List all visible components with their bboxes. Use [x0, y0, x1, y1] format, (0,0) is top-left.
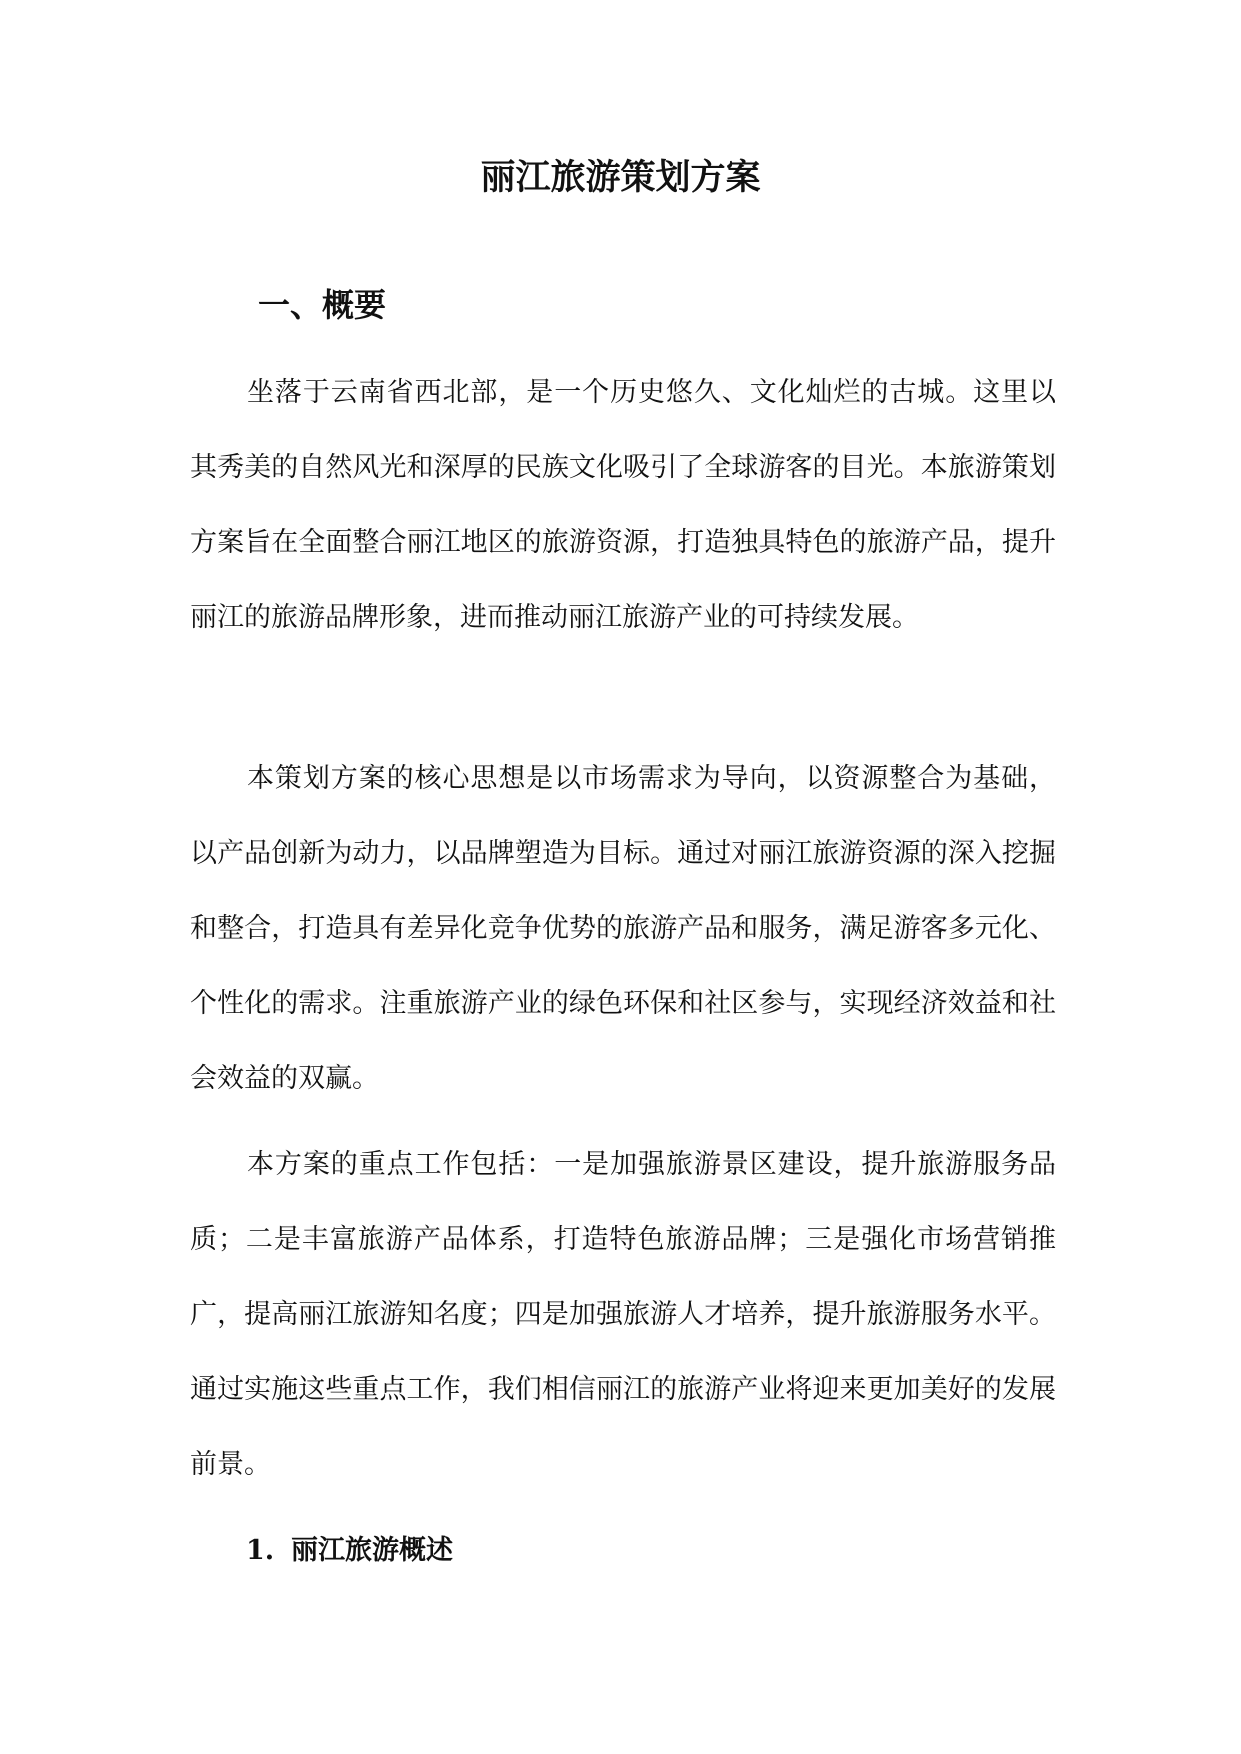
- subsection-heading: [246, 1529, 453, 1573]
- section-heading-overview: 一、概要: [258, 286, 387, 324]
- document-title: 丽江旅游策划方案: [480, 157, 761, 198]
- body-paragraph: 坐落于云南省西北部，是一个历史悠久、文化灿烂的古城。这里以其秀美的自然风光和深厚的民族文化吸引了全球游客的目光。本旅游策划方案旨在全面整合丽江地区的旅游资源，打造独具特色的旅游产品，提升丽江的旅游品牌形象，进而推动丽江旅游产业的可持续发展。: [190, 377, 1056, 633]
- subsection-title: 丽江旅游概述: [291, 1535, 453, 1566]
- body-paragraph: 本方案的重点工作包括：一是加强旅游景区建设，提升旅游服务品质；二是丰富旅游产品体系，打造特色旅游品牌；三是强化市场营销推广，提高丽江旅游知名度；四是加强旅游人才培养，提升旅游服务水平。通过实施这些重点工作，我们相信丽江的旅游产业将迎来更加美好的发展前景。: [190, 1149, 1056, 1480]
- body-paragraph: 本策划方案的核心思想是以市场需求为导向，以资源整合为基础，以产品创新为动力，以品牌塑造为目标。通过对丽江旅游资源的深入挖掘和整合，打造具有差异化竞争优势的旅游产品和服务，满足游客多元化、个性化的需求。注重旅游产业的绿色环保和社区参与，实现经济效益和社会效益的双赢。: [190, 763, 1056, 1094]
- subsection-number: 1.: [246, 1535, 275, 1566]
